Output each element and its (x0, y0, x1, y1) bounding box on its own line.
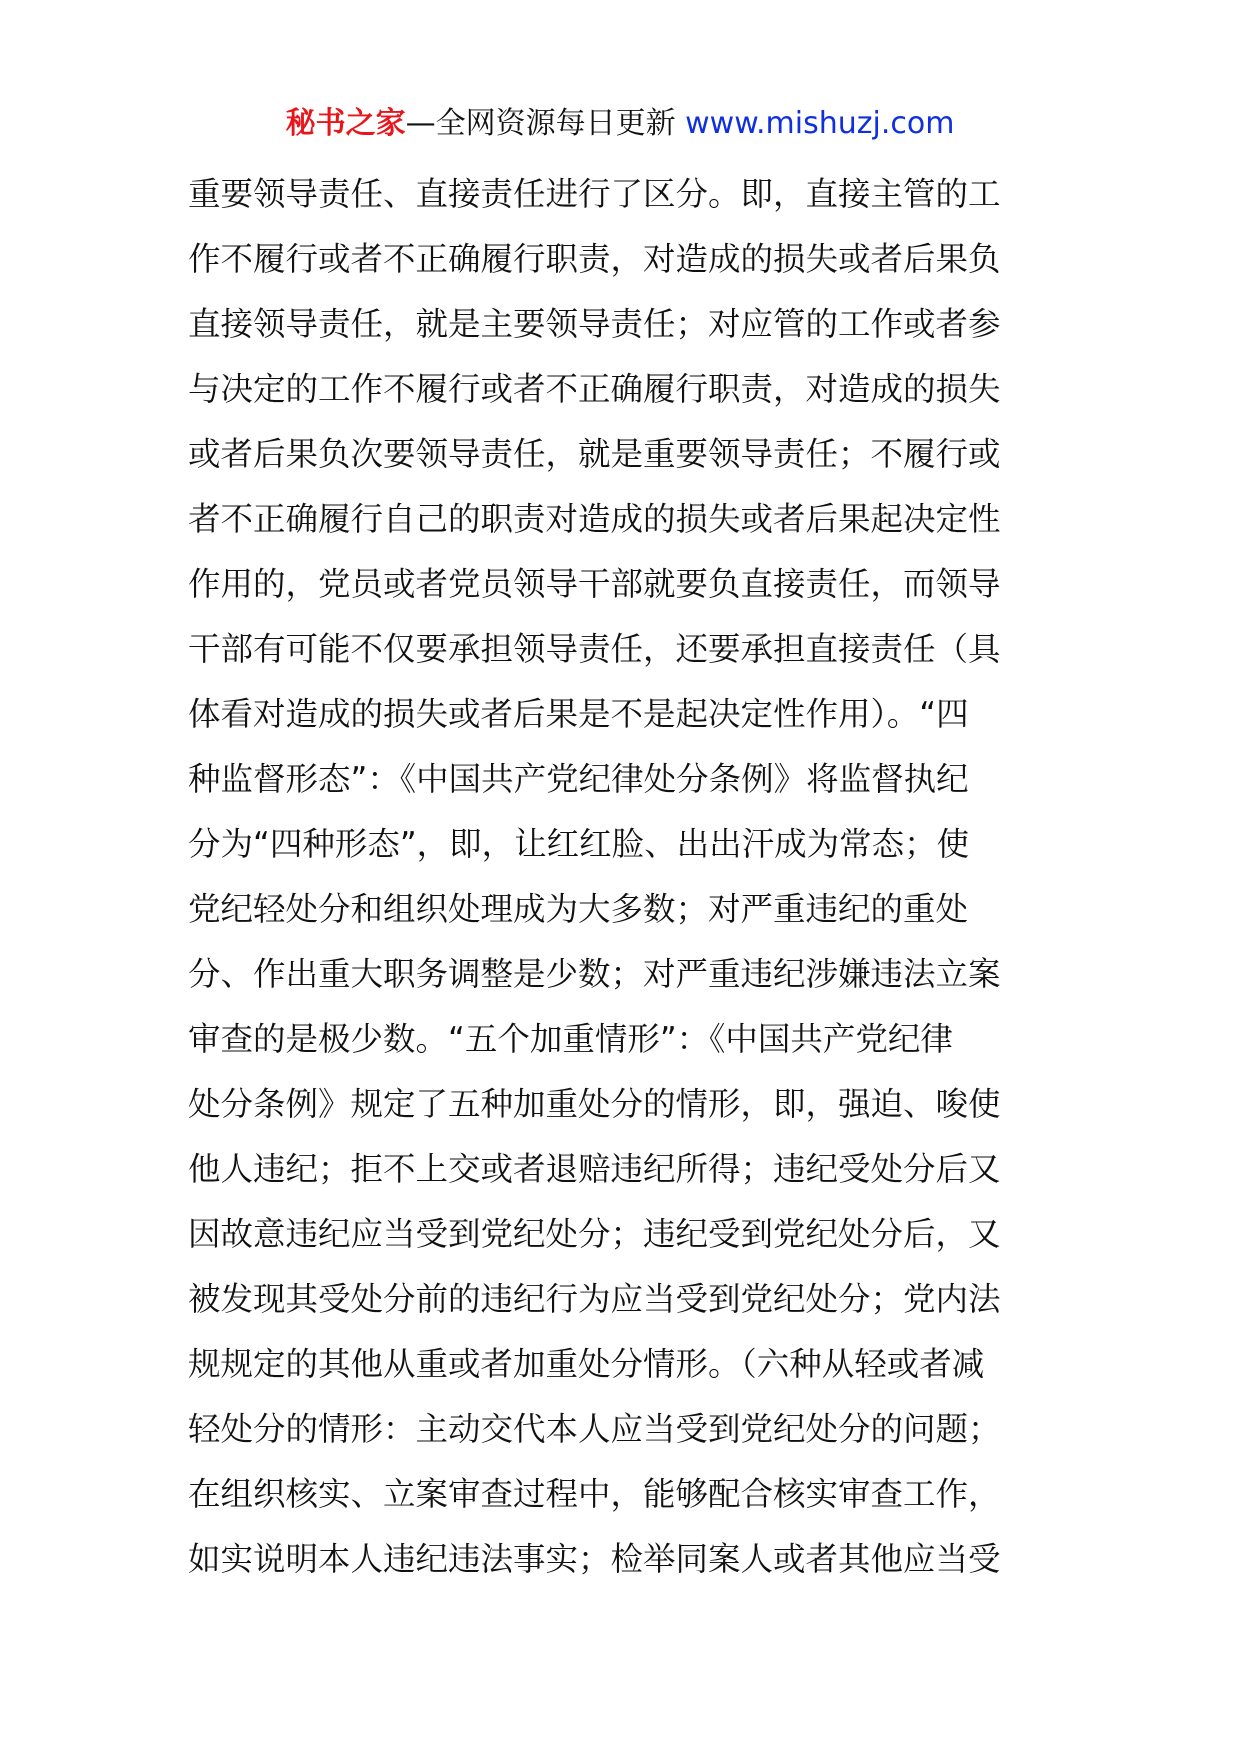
body-line: 作用的，党员或者党员领导干部就要负直接责任，而领导 (188, 565, 1001, 603)
body-line: 因故意违纪应当受到党纪处分；违纪受到党纪处分后，又 (188, 1215, 1001, 1253)
site-url-link[interactable]: www.mishuzj.com (685, 106, 955, 141)
body-line: 党纪轻处分和组织处理成为大多数；对严重违纪的重处 (188, 890, 969, 928)
site-header (0, 100, 1240, 148)
body-line: 他人违纪；拒不上交或者退赔违纪所得；违纪受处分后又 (188, 1150, 1001, 1188)
body-line: 轻处分的情形：主动交代本人应当受到党纪处分的问题； (188, 1410, 1001, 1448)
body-line: 者不正确履行自己的职责对造成的损失或者后果起决定性 (188, 500, 1001, 538)
body-line: 如实说明本人违纪违法事实；检举同案人或者其他应当受 (188, 1540, 1001, 1578)
body-line: 作不履行或者不正确履行职责，对造成的损失或者后果负 (188, 240, 1001, 278)
body-line: 分为“四种形态”，即，让红红脸、出出汗成为常态；使 (188, 825, 970, 863)
body-line: 或者后果负次要领导责任，就是重要领导责任；不履行或 (188, 435, 1001, 473)
body-line: 种监督形态”：《中国共产党纪律处分条例》将监督执纪 (188, 760, 969, 798)
body-line: 直接领导责任，就是主要领导责任；对应管的工作或者参 (188, 305, 1001, 343)
body-line: 在组织核实、立案审查过程中，能够配合核实审查工作， (188, 1475, 1001, 1513)
brand-name: 秘书之家 (285, 106, 406, 141)
body-line: 规规定的其他从重或者加重处分情形。（六种从轻或者减 (188, 1345, 985, 1383)
body-line: 与决定的工作不履行或者不正确履行职责，对造成的损失 (188, 370, 1001, 408)
document-body (188, 162, 1054, 1592)
body-line: 被发现其受处分前的违纪行为应当受到党纪处分；党内法 (188, 1280, 1001, 1318)
body-line: 体看对造成的损失或者后果是不是起决定性作用）。“四 (188, 695, 969, 733)
header-tagline: —全网资源每日更新 (405, 106, 686, 141)
body-line: 处分条例》规定了五种加重处分的情形，即，强迫、唆使 (188, 1085, 1001, 1123)
body-line: 分、作出重大职务调整是少数；对严重违纪涉嫌违法立案 (188, 955, 1001, 993)
body-line: 审查的是极少数。“五个加重情形”：《中国共产党纪律 (188, 1020, 953, 1058)
body-line: 重要领导责任、直接责任进行了区分。即，直接主管的工 (188, 175, 1001, 213)
body-line: 干部有可能不仅要承担领导责任，还要承担直接责任（具 (188, 630, 1001, 668)
